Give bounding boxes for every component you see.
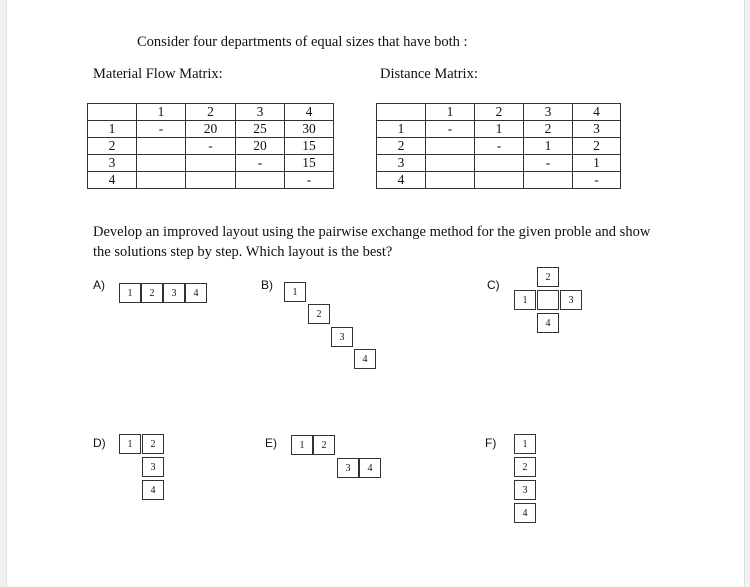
layout-c-center-empty bbox=[537, 290, 559, 310]
table-cell bbox=[377, 104, 426, 121]
layout-b-cell-3: 3 bbox=[331, 327, 353, 347]
layout-d-cell-4: 4 bbox=[142, 480, 164, 500]
table-cell: 2 bbox=[377, 138, 426, 155]
layout-c-cell-2: 2 bbox=[537, 267, 559, 287]
table-row bbox=[88, 121, 334, 138]
flow-matrix-table bbox=[87, 103, 334, 189]
layout-c-cell-1: 1 bbox=[514, 290, 536, 310]
table-cell: 30 bbox=[285, 121, 334, 138]
table-cell bbox=[475, 155, 524, 172]
layout-b-cell-4: 4 bbox=[354, 349, 376, 369]
table-cell bbox=[426, 138, 475, 155]
table-cell: 20 bbox=[186, 121, 236, 138]
layout-e-cell-2: 2 bbox=[313, 435, 335, 455]
table-cell: 3 bbox=[377, 155, 426, 172]
table-cell bbox=[426, 155, 475, 172]
table-cell: - bbox=[285, 172, 334, 189]
table-cell: - bbox=[186, 138, 236, 155]
layout-f-cell-3: 3 bbox=[514, 480, 536, 500]
table-cell: 2 bbox=[88, 138, 137, 155]
layout-e-cell-4: 4 bbox=[359, 458, 381, 478]
table-cell bbox=[186, 172, 236, 189]
question-text: Develop an improved layout using the pairwise exchange method for the given proble and show the solutions step by step. Which layout is the best? bbox=[93, 224, 651, 260]
table-row bbox=[88, 138, 334, 155]
table-cell bbox=[137, 155, 186, 172]
table-cell: 2 bbox=[573, 138, 621, 155]
table-cell: - bbox=[573, 172, 621, 189]
layout-e-cell-3: 3 bbox=[337, 458, 359, 478]
table-cell bbox=[524, 172, 573, 189]
layout-a-cell-2: 2 bbox=[141, 283, 163, 303]
layout-c-cell-4: 4 bbox=[537, 313, 559, 333]
layout-f-cell-4: 4 bbox=[514, 503, 536, 523]
table-cell: 4 bbox=[88, 172, 137, 189]
table-cell: - bbox=[236, 155, 285, 172]
flow-matrix-title: Material Flow Matrix: bbox=[93, 66, 223, 82]
table-cell: - bbox=[426, 121, 475, 138]
table-row bbox=[88, 104, 334, 121]
option-e-label: E) bbox=[265, 436, 277, 450]
layout-b-cell-1: 1 bbox=[284, 282, 306, 302]
table-cell: - bbox=[524, 155, 573, 172]
table-row bbox=[377, 138, 621, 155]
table-cell: 1 bbox=[524, 138, 573, 155]
table-cell: 20 bbox=[236, 138, 285, 155]
table-cell: 1 bbox=[88, 121, 137, 138]
table-row bbox=[88, 155, 334, 172]
table-cell: 2 bbox=[186, 104, 236, 121]
table-cell: - bbox=[137, 121, 186, 138]
table-cell bbox=[236, 172, 285, 189]
layout-a-cell-1: 1 bbox=[119, 283, 141, 303]
table-cell bbox=[186, 155, 236, 172]
table-cell bbox=[475, 172, 524, 189]
layout-a-cell-4: 4 bbox=[185, 283, 207, 303]
table-row bbox=[88, 172, 334, 189]
table-cell bbox=[88, 104, 137, 121]
table-cell: 4 bbox=[285, 104, 334, 121]
table-cell: 1 bbox=[377, 121, 426, 138]
option-b-label: B) bbox=[261, 278, 273, 292]
intro-text: Consider four departments of equal sizes that have both : bbox=[137, 34, 468, 50]
layout-d-cell-1: 1 bbox=[119, 434, 141, 454]
table-cell: - bbox=[475, 138, 524, 155]
table-row bbox=[377, 155, 621, 172]
table-row bbox=[377, 172, 621, 189]
layout-c-cell-3: 3 bbox=[560, 290, 582, 310]
table-cell bbox=[137, 138, 186, 155]
table-cell: 15 bbox=[285, 138, 334, 155]
option-a-label: A) bbox=[93, 278, 105, 292]
layout-d-cell-3: 3 bbox=[142, 457, 164, 477]
table-cell bbox=[426, 172, 475, 189]
table-cell: 1 bbox=[426, 104, 475, 121]
table-cell: 15 bbox=[285, 155, 334, 172]
option-d-label: D) bbox=[93, 436, 106, 450]
layout-b-cell-2: 2 bbox=[308, 304, 330, 324]
table-row bbox=[377, 104, 621, 121]
layout-e-cell-1: 1 bbox=[291, 435, 313, 455]
table-row bbox=[377, 121, 621, 138]
table-cell: 2 bbox=[475, 104, 524, 121]
table-cell: 3 bbox=[88, 155, 137, 172]
table-cell: 1 bbox=[475, 121, 524, 138]
table-cell: 1 bbox=[573, 155, 621, 172]
table-cell: 3 bbox=[236, 104, 285, 121]
table-cell: 4 bbox=[377, 172, 426, 189]
distance-matrix-title: Distance Matrix: bbox=[380, 66, 478, 82]
table-cell: 1 bbox=[137, 104, 186, 121]
layout-d-cell-2: 2 bbox=[142, 434, 164, 454]
document-page bbox=[6, 0, 745, 587]
table-cell: 2 bbox=[524, 121, 573, 138]
layout-f-cell-1: 1 bbox=[514, 434, 536, 454]
table-cell: 25 bbox=[236, 121, 285, 138]
table-cell: 3 bbox=[573, 121, 621, 138]
layout-f-cell-2: 2 bbox=[514, 457, 536, 477]
table-cell bbox=[137, 172, 186, 189]
distance-matrix-table bbox=[376, 103, 621, 189]
table-cell: 3 bbox=[524, 104, 573, 121]
option-c-label: C) bbox=[487, 278, 500, 292]
option-f-label: F) bbox=[485, 436, 497, 450]
table-cell: 4 bbox=[573, 104, 621, 121]
layout-a-cell-3: 3 bbox=[163, 283, 185, 303]
